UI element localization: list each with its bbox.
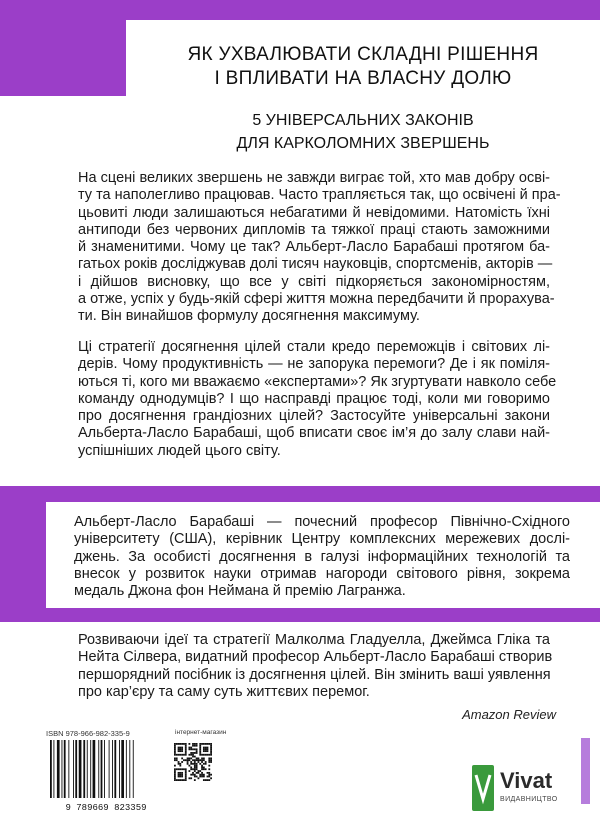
qr-cell bbox=[194, 759, 196, 761]
qr-cell bbox=[194, 748, 196, 750]
qr-cell bbox=[207, 754, 209, 756]
qr-cell bbox=[178, 748, 180, 750]
qr-cell bbox=[179, 765, 181, 767]
qr-cell bbox=[207, 747, 209, 749]
qr-cell bbox=[178, 768, 180, 770]
qr-cell bbox=[192, 756, 194, 758]
qr-cell bbox=[178, 747, 180, 749]
qr-cell bbox=[174, 757, 176, 759]
qr-cell bbox=[176, 754, 178, 756]
barcode-bar bbox=[133, 740, 134, 798]
qr-cell bbox=[194, 767, 196, 769]
qr-cell bbox=[192, 772, 194, 774]
qr-cell bbox=[185, 752, 187, 754]
qr-cell bbox=[196, 745, 198, 747]
qr-cell bbox=[185, 779, 187, 781]
qr-cell bbox=[194, 765, 196, 767]
qr-cell bbox=[198, 757, 200, 759]
qr-cell bbox=[185, 747, 187, 749]
qr-cell bbox=[194, 752, 196, 754]
barcode-bar bbox=[73, 740, 74, 798]
qr-cell bbox=[203, 759, 205, 761]
qr-cell bbox=[210, 748, 212, 750]
qr-cell bbox=[181, 743, 183, 745]
qr-cell bbox=[179, 743, 181, 745]
qr-cell bbox=[176, 779, 178, 781]
qr-cell bbox=[207, 748, 209, 750]
qr-cell bbox=[192, 759, 194, 761]
text-line: університету (США), керівник Центру комплексних мережевих дослі- bbox=[74, 531, 570, 548]
text-line: Ці стратегії досягнення цілей стали кредо переможців і світових лі- bbox=[78, 339, 550, 355]
qr-cell bbox=[208, 743, 210, 745]
qr-cell bbox=[210, 750, 212, 752]
qr-cell bbox=[203, 767, 205, 769]
text-line: цьовиті люди залишаються небагатими й невідомими. Натомість їхні bbox=[78, 204, 550, 221]
qr-cell bbox=[194, 774, 196, 776]
qr-cell bbox=[207, 776, 209, 778]
qr-cell bbox=[188, 770, 190, 772]
barcode-bar bbox=[53, 740, 54, 798]
qr-cell bbox=[201, 743, 203, 745]
barcode-bar bbox=[90, 740, 91, 798]
qr-cell bbox=[194, 776, 196, 778]
qr-cell bbox=[183, 759, 185, 761]
qr-cell bbox=[178, 776, 180, 778]
qr-cell bbox=[201, 761, 203, 763]
qr-cell bbox=[210, 743, 212, 745]
qr-cell bbox=[190, 777, 192, 779]
qr-cell bbox=[201, 768, 203, 770]
barcode-bar bbox=[68, 740, 69, 798]
qr-cell bbox=[205, 763, 207, 765]
qr-cell bbox=[208, 754, 210, 756]
qr-cell bbox=[179, 750, 181, 752]
qr-cell bbox=[210, 774, 212, 776]
qr-cell bbox=[198, 777, 200, 779]
qr-cell bbox=[174, 765, 176, 767]
qr-cell bbox=[208, 776, 210, 778]
qr-cell bbox=[198, 770, 200, 772]
barcode-bar bbox=[114, 740, 116, 798]
qr-cell bbox=[178, 779, 180, 781]
text-line: ту та наполегливо працював. Часто трапляється так, що освічені й пра- bbox=[78, 187, 561, 204]
qr-cell bbox=[178, 754, 180, 756]
qr-cell bbox=[199, 774, 201, 776]
qr-cell bbox=[196, 763, 198, 765]
qr-cell bbox=[179, 776, 181, 778]
qr-cell bbox=[199, 776, 201, 778]
qr-cell bbox=[201, 754, 203, 756]
qr-cell bbox=[210, 777, 212, 779]
qr-cell bbox=[208, 768, 210, 770]
qr-cell bbox=[174, 754, 176, 756]
qr-cell bbox=[174, 743, 176, 745]
qr-cell bbox=[185, 754, 187, 756]
qr-cell bbox=[187, 759, 189, 761]
qr-cell bbox=[194, 770, 196, 772]
qr-cell bbox=[181, 779, 183, 781]
qr-cell bbox=[199, 770, 201, 772]
qr-cell bbox=[210, 754, 212, 756]
qr-cell bbox=[174, 777, 176, 779]
qr-cell bbox=[205, 754, 207, 756]
text-line: антиподи без червоних дипломів та тяжкої праці стають заможними bbox=[78, 221, 550, 238]
qr-cell bbox=[187, 763, 189, 765]
qr-cell bbox=[203, 774, 205, 776]
qr-cell bbox=[178, 774, 180, 776]
review-text bbox=[78, 632, 553, 701]
qr-cell bbox=[174, 768, 176, 770]
review-source: Amazon Review bbox=[462, 707, 556, 722]
qr-cell bbox=[194, 743, 196, 745]
barcode-bar bbox=[93, 740, 96, 798]
qr-cell bbox=[178, 772, 180, 774]
qr-cell bbox=[185, 743, 187, 745]
qr-cell bbox=[185, 750, 187, 752]
qr-cell bbox=[199, 763, 201, 765]
qr-cell bbox=[181, 754, 183, 756]
qr-cell bbox=[205, 750, 207, 752]
qr-cell bbox=[210, 757, 212, 759]
qr-cell bbox=[192, 768, 194, 770]
barcode-bar bbox=[50, 740, 52, 798]
qr-cell bbox=[203, 763, 205, 765]
subtitle-line-1: 5 УНІВЕРСАЛЬНИХ ЗАКОНІВ bbox=[252, 112, 474, 129]
qr-cell bbox=[205, 761, 207, 763]
qr-cell bbox=[190, 763, 192, 765]
qr-cell bbox=[205, 768, 207, 770]
qr-cell bbox=[203, 750, 205, 752]
publisher-sub: ВИДАВНИЦТВО bbox=[500, 796, 558, 803]
qr-cell bbox=[176, 759, 178, 761]
qr-cell bbox=[201, 772, 203, 774]
text-line: першорядний посібник із досягнення цілей. Він змінить ваші уявлення bbox=[78, 666, 551, 683]
text-line: Розвиваючи ідеї та стратегії Малколма Гладуелла, Джеймса Гліка та bbox=[78, 632, 550, 648]
qr-cell bbox=[192, 743, 194, 745]
qr-cell bbox=[179, 772, 181, 774]
paragraph-strategies bbox=[78, 339, 557, 460]
qr-cell bbox=[188, 748, 190, 750]
barcode-bar bbox=[57, 740, 60, 798]
qr-cell bbox=[181, 757, 183, 759]
qr-cell bbox=[210, 747, 212, 749]
qr-cell bbox=[203, 779, 205, 781]
text-line: Нейта Сілвера, видатний професор Альберт-Ласло Барабаші створив bbox=[78, 649, 553, 666]
qr-cell bbox=[185, 759, 187, 761]
qr-cell bbox=[190, 768, 192, 770]
qr-cell bbox=[201, 776, 203, 778]
qr-cell bbox=[201, 757, 203, 759]
qr-cell bbox=[207, 772, 209, 774]
barcode-bar bbox=[121, 740, 124, 798]
qr-cell bbox=[188, 754, 190, 756]
qr-cell bbox=[185, 770, 187, 772]
qr-cell bbox=[208, 774, 210, 776]
qr-cell bbox=[190, 748, 192, 750]
qr-cell bbox=[192, 774, 194, 776]
text-line: гатьох років досліджував долі тисяч науковців, спортсменів, акторів — bbox=[78, 256, 553, 273]
barcode-bar bbox=[87, 740, 88, 798]
qr-cell bbox=[210, 761, 212, 763]
qr-cell bbox=[174, 774, 176, 776]
barcode-bar bbox=[98, 740, 99, 798]
publisher-logo bbox=[472, 765, 562, 815]
qr-cell bbox=[181, 748, 183, 750]
qr-cell bbox=[183, 743, 185, 745]
qr-cell bbox=[190, 754, 192, 756]
qr-cell bbox=[207, 779, 209, 781]
qr-cell bbox=[208, 757, 210, 759]
qr-cell bbox=[183, 754, 185, 756]
text-line: На сцені великих звершень не завжди виграє той, хто мав добру осві- bbox=[78, 170, 550, 186]
text-line: команду однодумців? І що насправді працює тоді, коли ми говоримо bbox=[78, 390, 550, 407]
qr-cell bbox=[174, 776, 176, 778]
text-line: ти. Він винайшов формулу досягнення максимуму. bbox=[78, 308, 420, 325]
qr-cell bbox=[199, 754, 201, 756]
qr-cell bbox=[199, 745, 201, 747]
qr-cell bbox=[188, 759, 190, 761]
qr-cell bbox=[178, 743, 180, 745]
barcode-bar bbox=[64, 740, 66, 798]
qr-cell bbox=[194, 768, 196, 770]
qr-cell bbox=[196, 752, 198, 754]
qr-cell bbox=[190, 761, 192, 763]
text-line: а отже, успіх у будь-якій сфері життя можна передбачити й прорахува- bbox=[78, 291, 555, 308]
author-bio-box bbox=[46, 502, 600, 608]
qr-cell bbox=[196, 765, 198, 767]
text-line: дерів. Чому продуктивність — не запорука перемоги? Де і як поміля- bbox=[78, 356, 550, 373]
isbn-label: ISBN 978-966-982-335-9 bbox=[46, 729, 130, 738]
qr-cell bbox=[181, 768, 183, 770]
barcode-bar bbox=[62, 740, 63, 798]
qr-cell bbox=[174, 748, 176, 750]
decorative-bar bbox=[581, 738, 590, 804]
qr-cell bbox=[199, 759, 201, 761]
qr-cell bbox=[179, 768, 181, 770]
qr-cell bbox=[192, 752, 194, 754]
qr-cell bbox=[201, 774, 203, 776]
qr-cell bbox=[196, 776, 198, 778]
author-band bbox=[0, 486, 600, 622]
qr-cell bbox=[183, 779, 185, 781]
text-line: і дійшов висновку, що все у світі підкоряється закономірностям, bbox=[78, 273, 550, 290]
vivat-leaf-icon bbox=[472, 765, 494, 811]
qr-cell bbox=[178, 761, 180, 763]
text-line: Альберт-Ласло Барабаші — почесний професор Північно-Східного bbox=[74, 514, 570, 530]
text-line: успішніших людей цього світу. bbox=[78, 442, 281, 459]
qr-cell bbox=[185, 774, 187, 776]
qr-cell bbox=[196, 767, 198, 769]
qr-cell bbox=[187, 757, 189, 759]
qr-cell bbox=[188, 765, 190, 767]
qr-cell bbox=[174, 745, 176, 747]
qr-cell bbox=[185, 768, 187, 770]
qr-cell bbox=[174, 772, 176, 774]
qr-cell bbox=[196, 748, 198, 750]
qr-cell bbox=[179, 748, 181, 750]
qr-cell bbox=[194, 756, 196, 758]
qr-cell bbox=[174, 770, 176, 772]
qr-cell bbox=[203, 757, 205, 759]
qr-cell bbox=[176, 757, 178, 759]
qr-cell bbox=[199, 752, 201, 754]
barcode bbox=[46, 740, 166, 812]
qr-cell bbox=[198, 772, 200, 774]
barcode-bar bbox=[112, 740, 113, 798]
qr-cell bbox=[176, 743, 178, 745]
qr-cell bbox=[205, 743, 207, 745]
qr-cell bbox=[203, 748, 205, 750]
qr-cell bbox=[181, 776, 183, 778]
qr-cell bbox=[201, 765, 203, 767]
qr-cell bbox=[174, 750, 176, 752]
qr-cell bbox=[179, 763, 181, 765]
qr-cell bbox=[203, 768, 205, 770]
qr-cell bbox=[196, 757, 198, 759]
qr-cell bbox=[174, 779, 176, 781]
qr-cell bbox=[194, 745, 196, 747]
qr-cell bbox=[181, 761, 183, 763]
qr-cell bbox=[192, 754, 194, 756]
qr-cell bbox=[203, 743, 205, 745]
qr-cell bbox=[198, 759, 200, 761]
shop-label: інтернет-магазин bbox=[175, 729, 227, 736]
qr-cell bbox=[205, 779, 207, 781]
barcode-bar bbox=[129, 740, 130, 798]
barcode-bar bbox=[79, 740, 82, 798]
qr-cell bbox=[199, 750, 201, 752]
text-line: Альберта-Ласло Барабаші, щоб вписати своє ім’я до залу слави най- bbox=[78, 425, 550, 442]
qr-cell bbox=[196, 743, 198, 745]
qr-cell bbox=[190, 757, 192, 759]
qr-cell bbox=[178, 750, 180, 752]
header-title-box bbox=[126, 20, 600, 96]
title-line-1: ЯК УХВАЛЮВАТИ СКЛАДНІ РІШЕННЯ bbox=[187, 44, 539, 65]
qr-cell bbox=[190, 774, 192, 776]
qr-cell bbox=[208, 759, 210, 761]
qr-cell bbox=[190, 752, 192, 754]
qr-cell bbox=[174, 747, 176, 749]
qr-cell bbox=[210, 745, 212, 747]
qr-cell bbox=[208, 779, 210, 781]
publisher-name: Vivat bbox=[500, 768, 553, 793]
text-line: медаль Джона фон Неймана й премію Лагранжа. bbox=[74, 583, 406, 600]
qr-cell bbox=[176, 768, 178, 770]
qr-cell bbox=[210, 759, 212, 761]
barcode-bar bbox=[104, 740, 105, 798]
qr-cell bbox=[198, 761, 200, 763]
qr-cell bbox=[196, 759, 198, 761]
qr-cell bbox=[181, 750, 183, 752]
qr-cell bbox=[194, 779, 196, 781]
qr-cell bbox=[174, 759, 176, 761]
text-line: про кар’єру та саму суть життєвих перемог. bbox=[78, 683, 370, 700]
qr-cell bbox=[194, 761, 196, 763]
qr-cell bbox=[188, 777, 190, 779]
qr-cell bbox=[185, 777, 187, 779]
text-line: внесок у розвиток науки отримав нагороди світового рівня, зокрема bbox=[74, 565, 570, 582]
qr-cell bbox=[192, 745, 194, 747]
qr-cell bbox=[183, 768, 185, 770]
qr-cell bbox=[203, 776, 205, 778]
qr-cell bbox=[205, 747, 207, 749]
qr-cell bbox=[185, 748, 187, 750]
qr-cell bbox=[196, 750, 198, 752]
qr-cell bbox=[179, 754, 181, 756]
qr-cell bbox=[205, 748, 207, 750]
text-line: джень. За особисті досягнення в галузі інформаційних технологій та bbox=[74, 548, 570, 565]
qr-cell bbox=[188, 743, 190, 745]
qr-cell bbox=[181, 772, 183, 774]
text-line: й знаменитими. Чому це так? Альберт-Ласло Барабаші протягом ба- bbox=[78, 239, 550, 256]
qr-cell bbox=[203, 747, 205, 749]
header-band bbox=[0, 0, 600, 96]
qr-cell bbox=[187, 761, 189, 763]
qr-cell bbox=[192, 763, 194, 765]
title-line-2: І ВПЛИВАТИ НА ВЛАСНУ ДОЛЮ bbox=[214, 68, 512, 89]
qr-cell bbox=[188, 747, 190, 749]
barcode-digits: 9 789669 823359 bbox=[65, 803, 147, 812]
qr-cell bbox=[185, 745, 187, 747]
qr-cell bbox=[199, 747, 201, 749]
qr-cell bbox=[179, 747, 181, 749]
qr-cell bbox=[207, 750, 209, 752]
qr-cell bbox=[185, 776, 187, 778]
author-bio bbox=[74, 514, 570, 600]
qr-cell bbox=[208, 765, 210, 767]
text-line: ються ті, кого ми вважаємо «експертами»? Як згуртувати навколо себе bbox=[78, 373, 557, 390]
qr-cell bbox=[194, 763, 196, 765]
barcode-bar bbox=[119, 740, 120, 798]
qr-cell bbox=[208, 772, 210, 774]
qr-cell bbox=[179, 779, 181, 781]
qr-cell bbox=[188, 757, 190, 759]
qr-cell bbox=[203, 754, 205, 756]
qr-cell bbox=[192, 748, 194, 750]
qr-code[interactable] bbox=[174, 743, 212, 781]
barcode-bar bbox=[126, 740, 127, 798]
qr-cell bbox=[181, 747, 183, 749]
qr-cell bbox=[199, 748, 201, 750]
qr-cell bbox=[190, 767, 192, 769]
qr-cell bbox=[208, 761, 210, 763]
qr-cell bbox=[201, 759, 203, 761]
barcode-bar bbox=[109, 740, 110, 798]
qr-cell bbox=[178, 763, 180, 765]
qr-cell bbox=[199, 743, 201, 745]
qr-cell bbox=[185, 772, 187, 774]
paragraph-intro bbox=[78, 170, 561, 326]
qr-cell bbox=[196, 772, 198, 774]
subtitle-line-2: ДЛЯ КАРКОЛОМНИХ ЗВЕРШЕНЬ bbox=[236, 135, 490, 152]
qr-cell bbox=[179, 774, 181, 776]
qr-cell bbox=[174, 752, 176, 754]
qr-cell bbox=[207, 743, 209, 745]
barcode-bar bbox=[101, 740, 103, 798]
barcode-bar bbox=[75, 740, 77, 798]
qr-cell bbox=[196, 768, 198, 770]
text-line: про досягнення грандіозних цілей? Застосуйте універсальні закони bbox=[78, 408, 550, 425]
barcode-bar bbox=[83, 740, 85, 798]
qr-cell bbox=[181, 774, 183, 776]
qr-cell bbox=[190, 747, 192, 749]
qr-cell bbox=[201, 767, 203, 769]
qr-cell bbox=[210, 752, 212, 754]
